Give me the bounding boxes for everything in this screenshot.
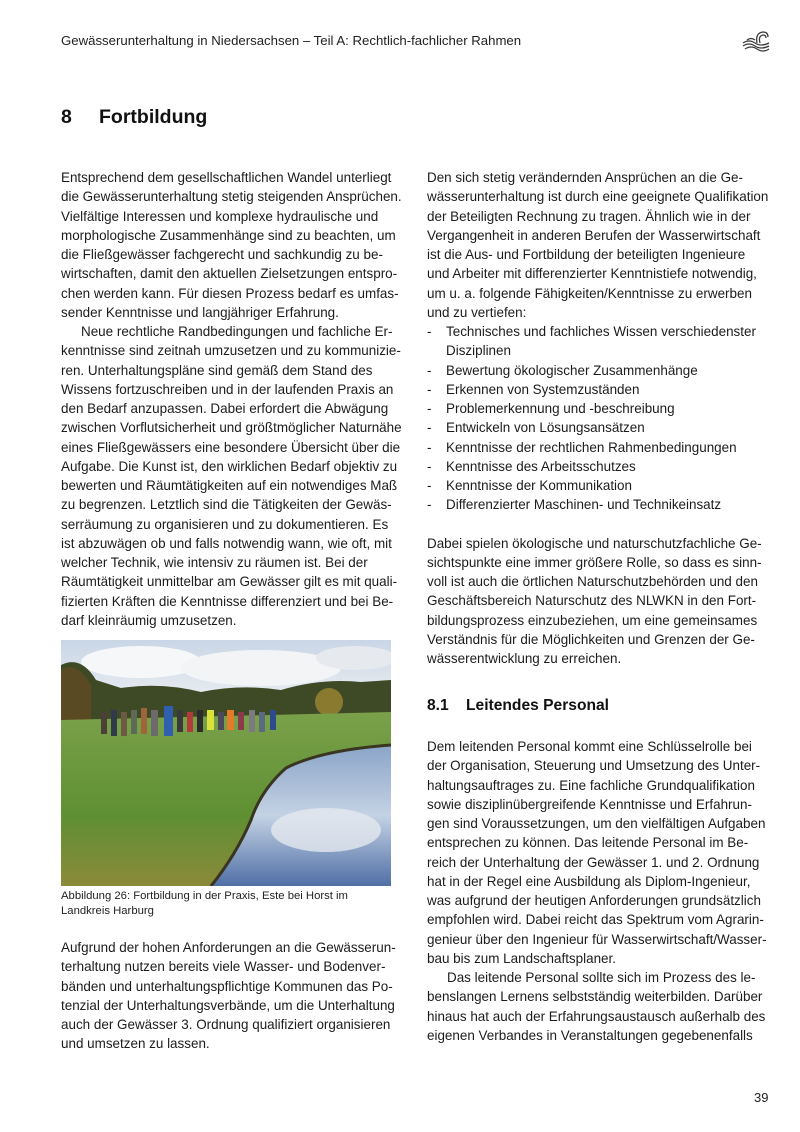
text-line: ren. Unterhaltungspläne sind gemäß dem Stand des — [61, 362, 373, 378]
figure-caption — [61, 889, 401, 918]
text-line: sowie disziplinübergreifende Kenntnisse und Erfahrun- — [427, 796, 752, 812]
text-line: Räumtätigkeit unmittelbar am Gewässer gilt es mit quali- — [61, 574, 398, 590]
running-header: Gewässerunterhaltung in Niedersachsen – Teil A: Rechtlich-fachlicher Rahmen — [61, 33, 522, 48]
chapter-title-text: Fortbildung — [99, 106, 208, 128]
text-line: Dem leitenden Personal kommt eine Schlüsselrolle bei — [427, 739, 752, 754]
text-line: hinaus hat auch der Erfahrungsaustausch außerhalb des — [427, 1008, 766, 1024]
text-line: zu begrenzen. Letztlich sind die Tätigkeiten der Gewäs- — [61, 497, 392, 513]
text-line: haltungsauftrages zu. Eine fachliche Grundqualifikation — [427, 777, 755, 793]
text-line: Den sich stetig verändernden Ansprüchen an die Ge- — [427, 170, 743, 185]
text-line: morphologische Zusammenhänge sind zu beachten, um — [61, 227, 396, 243]
text-line: entsprechen zu können. Das leitende Personal im Be- — [427, 835, 749, 851]
text-line: Neue rechtliche Randbedingungen und fachliche Er- — [81, 324, 393, 339]
text-line: voll ist auch die örtlichen Naturschutzbehörden und den — [427, 574, 758, 589]
text-line: der Organisation, Steuerung und Umsetzung des Unter- — [427, 758, 761, 774]
list-item-text: Technisches und fachliches Wissen verschiedenster — [446, 324, 756, 339]
text-line: ist die Aus- und Fortbildung der beteiligten Ingenieure — [427, 247, 746, 262]
text-line: den Bedarf anzupassen. Dabei erfordert die Abwägung — [61, 401, 389, 416]
list-item-text: Bewertung ökologischer Zusammenhänge — [446, 362, 698, 378]
bullet-dash: - — [427, 381, 432, 397]
text-line: Aufgabe. Die Kunst ist, den wirklichen Bedarf objektiv zu — [61, 458, 398, 474]
figure-photo — [61, 640, 391, 886]
water-cloud-reflection — [271, 808, 381, 852]
text-line: wirtschaften, damit den aktuellen Zielsetzungen entspro- — [61, 266, 398, 282]
text-line: und umsetzen zu lassen. — [61, 1036, 210, 1052]
list-item — [427, 380, 769, 399]
text-line: bau bis zum Landschaftsplaner. — [427, 950, 616, 966]
text-line: Das leitende Personal sollte sich im Prozess des le- — [447, 970, 756, 985]
paragraph-requirements — [61, 322, 403, 630]
section-title-text: Leitendes Personal — [466, 697, 609, 714]
text-line: ist abzuwägen ob und falls notwendig wann, wie oft, mit — [61, 535, 392, 551]
wave-logo-icon — [741, 29, 771, 53]
text-line: Aufgrund der hohen Anforderungen an die Gewässerun- — [61, 940, 396, 955]
bullet-dash: - — [427, 439, 432, 455]
right-column — [427, 168, 769, 668]
text-line: welcher Technik, wie intensiv zu räumen ist. Bei der — [61, 555, 368, 570]
text-line: Verständnis für die Möglichkeiten und Grenzen der Ge- — [427, 631, 755, 647]
bullet-dash: - — [427, 401, 432, 416]
bullet-dash: - — [427, 420, 432, 436]
paragraph-leadership — [427, 737, 772, 968]
text-line: fizierten Kräften die Kenntnisse differenziert und bei Be- — [61, 593, 394, 609]
section-title — [427, 697, 609, 715]
text-line: hat in der Regel eine Ausbildung als Diplom-Ingenieur, — [427, 873, 751, 889]
text-line: eigenen Verbandes in Veranstaltungen gegebenenfalls — [427, 1027, 753, 1043]
text-line: Vielfältige Interessen und komplexe hydraulische und — [61, 208, 379, 224]
text-line: terhaltung nutzen bereits viele Wasser- und Bodenver- — [61, 959, 386, 975]
text-line: gen sind Voraussetzungen, um den vielfältigen Aufgaben — [427, 816, 766, 831]
text-line: empfohlen wird. Dabei reicht das Spektrum vom Agrarin- — [427, 912, 764, 928]
list-item — [427, 457, 769, 476]
list-item-text: Kenntnisse der rechtlichen Rahmenbedingungen — [446, 439, 737, 455]
paragraph-nature-conservation — [427, 534, 769, 669]
text-line: und Arbeiter mit differenzierter Kenntnistiefe notwendig, — [427, 266, 757, 282]
text-line: auch der Gewässer 3. Ordnung qualifiziert organisieren — [61, 1017, 391, 1032]
text-line: Dabei spielen ökologische und naturschutzfachliche Ge- — [427, 535, 762, 551]
list-item — [427, 399, 769, 418]
list-item-text: Problemerkennung und -beschreibung — [446, 401, 675, 416]
bullet-dash: - — [427, 324, 432, 339]
bullet-dash: - — [427, 458, 432, 474]
text-line: was aufgrund der heutigen Anforderungen grundsätzlich — [427, 893, 761, 908]
paragraph-qualification — [427, 168, 769, 322]
chapter-title — [61, 106, 207, 129]
caption-line: Landkreis Harburg — [61, 904, 154, 917]
text-line: genieur über den Ingenieur für Wasserwirtschaft/Wasser- — [427, 931, 767, 947]
list-item — [427, 322, 769, 361]
text-line: darf kleinräumig umzusetzen. — [61, 612, 237, 628]
text-line: tenzial der Unterhaltungsverbände, um die Unterhaltung — [61, 997, 395, 1013]
text-line: um u. a. folgende Fähigkeiten/Kenntnisse zu erwerben — [427, 285, 752, 301]
list-item — [427, 476, 769, 495]
text-line: die Gewässerunterhaltung stetig steigenden Ansprüchen. — [61, 189, 402, 205]
text-line: benslangen Lernens selbstständig weiterbilden. Darüber — [427, 989, 763, 1005]
text-line: wässerunterhaltung ist durch eine geeignete Qualifikation — [427, 189, 769, 205]
cloud — [81, 646, 201, 678]
list-item — [427, 438, 769, 457]
bullet-dash: - — [427, 362, 432, 378]
list-item — [427, 361, 769, 380]
text-line: bildungsprozess einzubeziehen, um eine gemeinsames — [427, 612, 758, 628]
skills-list — [427, 322, 769, 515]
left-column — [61, 168, 403, 630]
list-item-text: Disziplinen — [446, 343, 511, 359]
text-line: und zu vertiefen: — [427, 304, 527, 320]
list-item-text: Entwickeln von Lösungsansätzen — [446, 420, 645, 436]
text-line: bewerten und Räumtätigkeiten auf ein notwendiges Maß — [61, 478, 398, 493]
text-line: die Fließgewässer fachgerecht und sachkundig zu be- — [61, 247, 383, 262]
text-line: serräumung zu organisieren und zu dokumentieren. Es — [61, 516, 389, 532]
list-item — [427, 495, 769, 514]
bullet-dash: - — [427, 478, 432, 493]
text-line: chen werden kann. Für diesen Prozess bedarf es umfas- — [61, 285, 399, 301]
caption-line: Abbildung 26: Fortbildung in der Praxis, Este bei Horst im — [61, 890, 348, 902]
text-line: der Beteiligten Rechnung zu tragen. Ähnlich wie in der — [427, 208, 751, 224]
text-line: Vergangenheit in anderen Berufen der Wasserwirtschaft — [427, 227, 761, 243]
section-number: 8.1 — [427, 697, 449, 714]
page-number: 39 — [754, 1090, 769, 1105]
list-item-text: Kenntnisse des Arbeitsschutzes — [446, 458, 636, 474]
bullet-dash: - — [427, 497, 432, 513]
paragraph-lifelong-learning — [427, 968, 772, 1045]
text-line: kenntnisse sind zeitnah umzusetzen und zu kommunizie- — [61, 343, 401, 359]
text-line: sender Kenntnisse und langjähriger Erfahrung. — [61, 304, 339, 320]
chapter-number: 8 — [61, 106, 72, 128]
text-line: sichtspunkte eine immer größere Rolle, so dass es sinn- — [427, 554, 762, 570]
text-line: Geschäftsbereich Naturschutz des NLWKN in den Fort- — [427, 593, 757, 609]
list-item — [427, 418, 769, 437]
text-line: reich der Unterhaltung der Gewässer 1. und 2. Ordnung — [427, 854, 760, 870]
text-line: Entsprechend dem gesellschaftlichen Wandel unterliegt — [61, 170, 392, 185]
paragraph-intro — [61, 168, 403, 322]
autumn-tree — [315, 688, 343, 716]
section-body — [427, 737, 772, 1045]
paragraph-associations — [61, 938, 406, 1054]
list-item-text: Kenntnisse der Kommunikation — [446, 478, 632, 493]
text-line: eines Fließgewässers eine besondere Übersicht über die — [61, 439, 401, 455]
text-line: bänden und unterhaltungspflichtige Kommunen das Po- — [61, 978, 393, 994]
text-line: zwischen Vorflutsicherheit und größtmöglicher Naturnähe — [61, 420, 402, 436]
text-line: wässerentwicklung zu erreichen. — [427, 651, 622, 666]
list-item-text: Erkennen von Systemzuständen — [446, 381, 640, 397]
list-item-text: Differenzierter Maschinen- und Technikeinsatz — [446, 497, 722, 513]
text-line: Wissens fortzuschreiben und in der laufenden Praxis an — [61, 381, 394, 397]
